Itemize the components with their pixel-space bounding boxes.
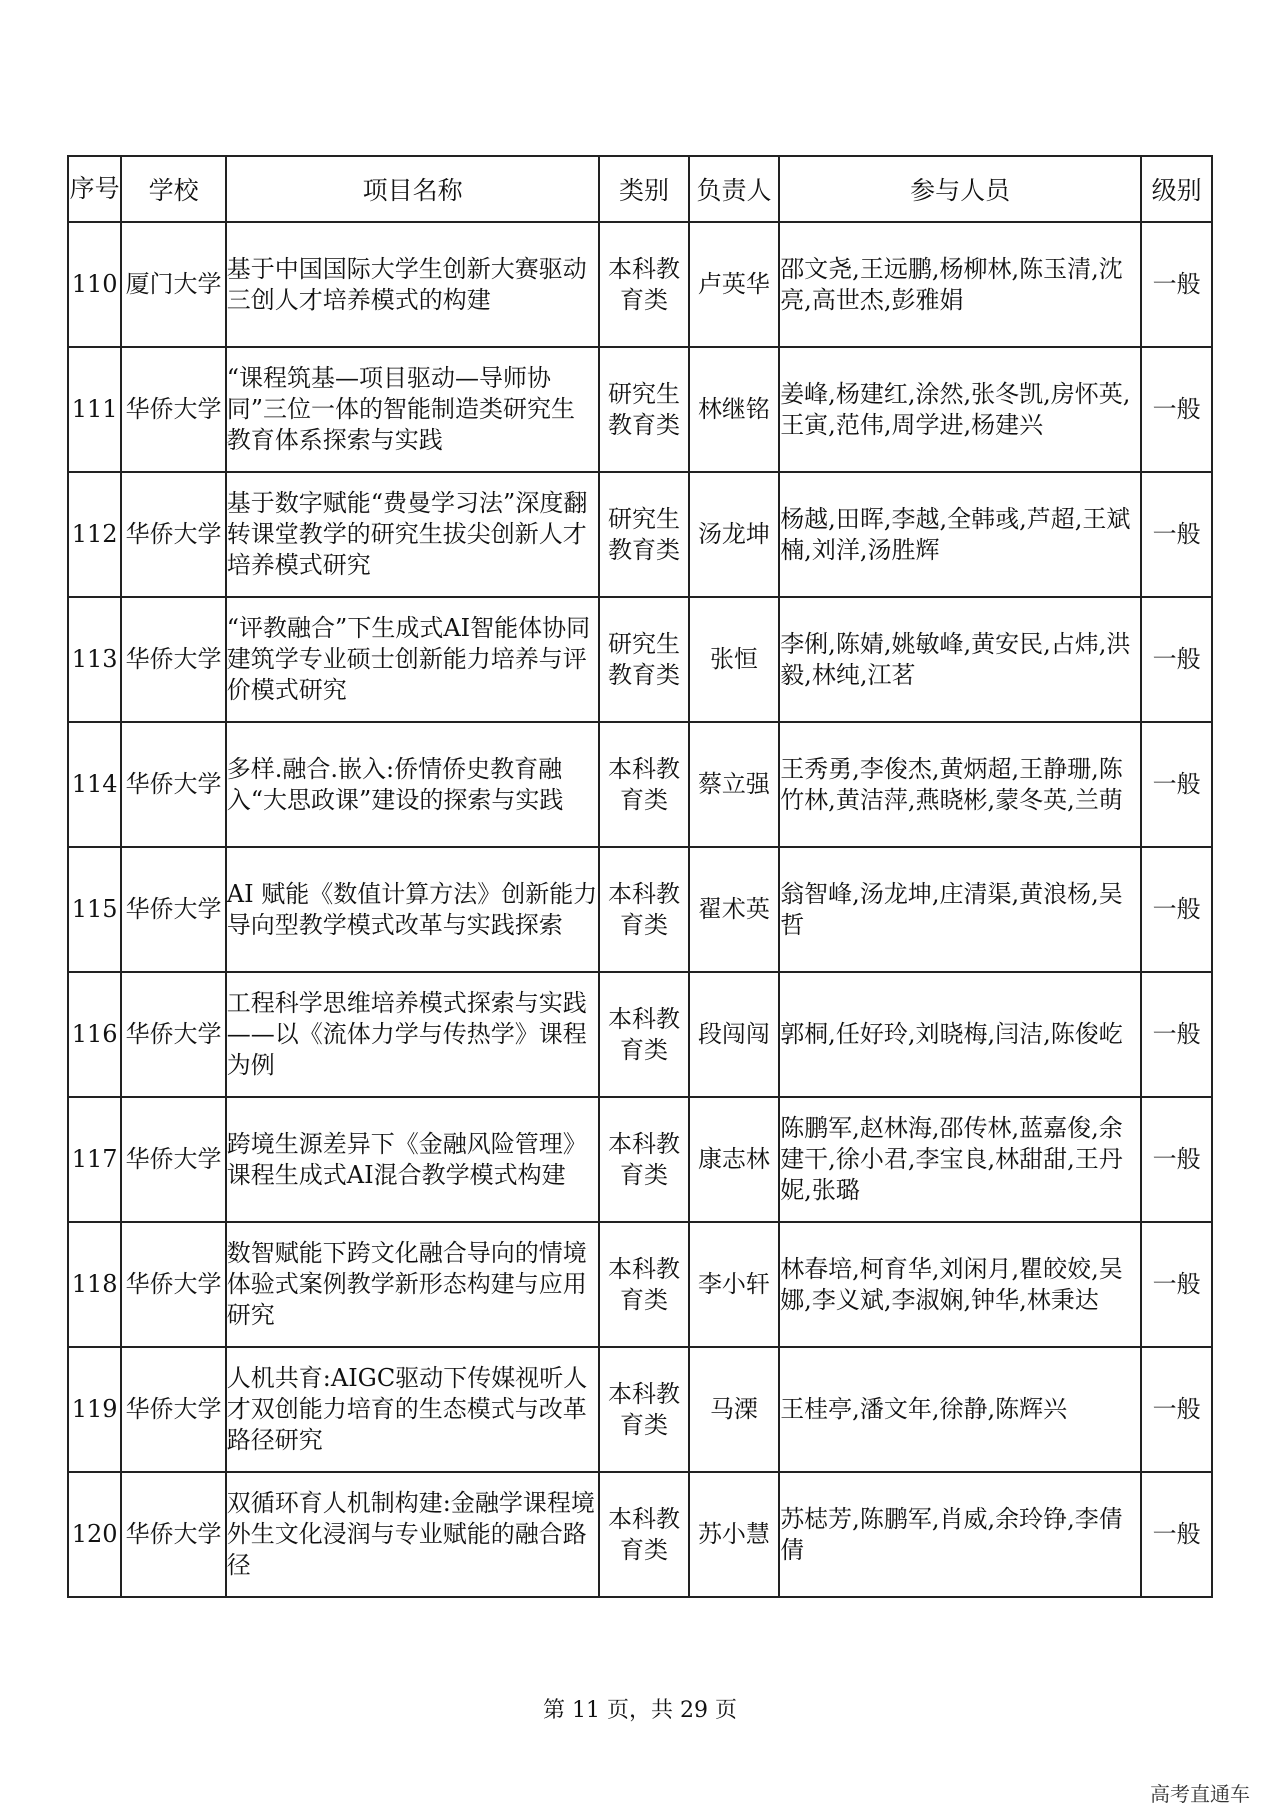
cell-category: 本科教育类 [599, 722, 688, 847]
cell-level: 一般 [1141, 972, 1212, 1097]
cell-members: 苏梽芳,陈鹏军,肖威,余玲铮,李倩倩 [779, 1472, 1141, 1597]
cell-project-name: 工程科学思维培养模式探索与实践——以《流体力学与传热学》课程为例 [226, 972, 600, 1097]
cell-seq: 118 [68, 1222, 121, 1347]
cell-project-name: 跨境生源差异下《金融风险管理》课程生成式AI混合教学模式构建 [226, 1097, 600, 1222]
cell-school: 华侨大学 [121, 1472, 225, 1597]
cell-leader: 汤龙坤 [689, 472, 779, 597]
cell-leader: 张恒 [689, 597, 779, 722]
header-category: 类别 [599, 156, 688, 222]
cell-school: 华侨大学 [121, 972, 225, 1097]
page-number: 第 11 页，共 29 页 [543, 1698, 737, 1723]
cell-project-name: 多样.融合.嵌入:侨情侨史教育融入“大思政课”建设的探索与实践 [226, 722, 600, 847]
cell-seq: 120 [68, 1472, 121, 1597]
table-row [68, 1472, 1212, 1597]
project-table [67, 155, 1213, 1598]
cell-members: 王桂亭,潘文年,徐静,陈辉兴 [779, 1347, 1141, 1472]
cell-level: 一般 [1141, 222, 1212, 347]
cell-school: 华侨大学 [121, 1347, 225, 1472]
header-members: 参与人员 [779, 156, 1141, 222]
cell-seq: 112 [68, 472, 121, 597]
cell-category: 研究生教育类 [599, 472, 688, 597]
header-level: 级别 [1141, 156, 1212, 222]
cell-leader: 马溧 [689, 1347, 779, 1472]
cell-leader: 苏小慧 [689, 1472, 779, 1597]
cell-school: 华侨大学 [121, 472, 225, 597]
cell-school: 华侨大学 [121, 847, 225, 972]
cell-members: 陈鹏军,赵林海,邵传林,蓝嘉俊,余建干,徐小君,李宝良,林甜甜,王丹妮,张璐 [779, 1097, 1141, 1222]
cell-category: 本科教育类 [599, 1222, 688, 1347]
cell-category: 本科教育类 [599, 972, 688, 1097]
cell-leader: 蔡立强 [689, 722, 779, 847]
cell-leader: 翟术英 [689, 847, 779, 972]
cell-project-name: AI 赋能《数值计算方法》创新能力导向型教学模式改革与实践探索 [226, 847, 600, 972]
table-row [68, 222, 1212, 347]
cell-category: 本科教育类 [599, 1097, 688, 1222]
cell-members: 郭桐,任好玲,刘晓梅,闫洁,陈俊屹 [779, 972, 1141, 1097]
table-header-row [68, 156, 1212, 222]
cell-members: 翁智峰,汤龙坤,庄清渠,黄浪杨,吴哲 [779, 847, 1141, 972]
cell-category: 本科教育类 [599, 222, 688, 347]
cell-seq: 119 [68, 1347, 121, 1472]
cell-seq: 114 [68, 722, 121, 847]
cell-project-name: 基于中国国际大学生创新大赛驱动三创人才培养模式的构建 [226, 222, 600, 347]
cell-category: 本科教育类 [599, 847, 688, 972]
table-row [68, 1097, 1212, 1222]
cell-category: 本科教育类 [599, 1472, 688, 1597]
header-project-name: 项目名称 [226, 156, 600, 222]
table-row [68, 847, 1212, 972]
table-row [68, 597, 1212, 722]
cell-leader: 康志林 [689, 1097, 779, 1222]
cell-category: 研究生教育类 [599, 597, 688, 722]
watermark: 高考直通车 [1150, 1782, 1250, 1806]
table-row [68, 347, 1212, 472]
cell-seq: 113 [68, 597, 121, 722]
cell-level: 一般 [1141, 1347, 1212, 1472]
cell-school: 厦门大学 [121, 222, 225, 347]
cell-seq: 111 [68, 347, 121, 472]
cell-project-name: 基于数字赋能“费曼学习法”深度翻转课堂教学的研究生拔尖创新人才培养模式研究 [226, 472, 600, 597]
cell-category: 研究生教育类 [599, 347, 688, 472]
cell-level: 一般 [1141, 597, 1212, 722]
cell-level: 一般 [1141, 472, 1212, 597]
cell-project-name: “课程筑基—项目驱动—导师协同”三位一体的智能制造类研究生教育体系探索与实践 [226, 347, 600, 472]
cell-level: 一般 [1141, 347, 1212, 472]
cell-leader: 林继铭 [689, 347, 779, 472]
cell-members: 姜峰,杨建红,涂然,张冬凯,房怀英,王寅,范伟,周学进,杨建兴 [779, 347, 1141, 472]
table-row [68, 1347, 1212, 1472]
cell-seq: 117 [68, 1097, 121, 1222]
cell-seq: 110 [68, 222, 121, 347]
cell-category: 本科教育类 [599, 1347, 688, 1472]
table-row [68, 472, 1212, 597]
table-row [68, 972, 1212, 1097]
cell-school: 华侨大学 [121, 722, 225, 847]
table-row [68, 722, 1212, 847]
cell-leader: 卢英华 [689, 222, 779, 347]
cell-members: 杨越,田晖,李越,全韩彧,芦超,王斌楠,刘洋,汤胜辉 [779, 472, 1141, 597]
cell-project-name: 数智赋能下跨文化融合导向的情境体验式案例教学新形态构建与应用研究 [226, 1222, 600, 1347]
cell-seq: 115 [68, 847, 121, 972]
cell-school: 华侨大学 [121, 1222, 225, 1347]
cell-school: 华侨大学 [121, 1097, 225, 1222]
cell-school: 华侨大学 [121, 597, 225, 722]
cell-seq: 116 [68, 972, 121, 1097]
cell-leader: 段闯闯 [689, 972, 779, 1097]
cell-members: 李俐,陈婧,姚敏峰,黄安民,占炜,洪毅,林纯,江茗 [779, 597, 1141, 722]
cell-level: 一般 [1141, 1097, 1212, 1222]
cell-members: 王秀勇,李俊杰,黄炳超,王静珊,陈竹林,黄洁萍,燕晓彬,蒙冬英,兰萌 [779, 722, 1141, 847]
cell-project-name: 双循环育人机制构建:金融学课程境外生文化浸润与专业赋能的融合路径 [226, 1472, 600, 1597]
cell-members: 邵文尧,王远鹏,杨柳林,陈玉清,沈亮,高世杰,彭雅娟 [779, 222, 1141, 347]
cell-level: 一般 [1141, 847, 1212, 972]
header-seq: 序号 [68, 156, 121, 222]
cell-school: 华侨大学 [121, 347, 225, 472]
cell-members: 林春培,柯育华,刘闲月,瞿皎姣,吴娜,李义斌,李淑娴,钟华,林秉达 [779, 1222, 1141, 1347]
cell-level: 一般 [1141, 722, 1212, 847]
cell-project-name: 人机共育:AIGC驱动下传媒视听人才双创能力培育的生态模式与改革路径研究 [226, 1347, 600, 1472]
cell-level: 一般 [1141, 1472, 1212, 1597]
table-row [68, 1222, 1212, 1347]
cell-leader: 李小轩 [689, 1222, 779, 1347]
cell-project-name: “评教融合”下生成式AI智能体协同建筑学专业硕士创新能力培养与评价模式研究 [226, 597, 600, 722]
cell-level: 一般 [1141, 1222, 1212, 1347]
header-school: 学校 [121, 156, 225, 222]
header-leader: 负责人 [689, 156, 779, 222]
